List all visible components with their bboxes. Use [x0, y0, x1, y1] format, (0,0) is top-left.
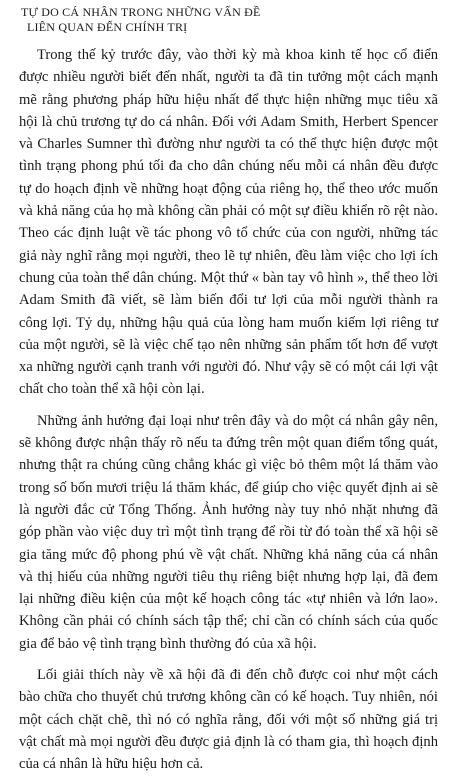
header-line-2: LIÊN QUAN ĐẾN CHÍNH TRỊ — [27, 20, 188, 34]
paragraph-3: Lối giải thích này về xã hội đã đi đến chỗ được coi như một cách bào chữa cho thuyết chủ trương không cần có kế hoạch. Tuy nhiên, nói một cách chặt chẽ, thì nó có nghĩa rằng, đối với một số những giá trị vật chất mà mọi người đều được giả định là có tham gia, thì hoạch định của cá nhân là hữu hiệu hơn cả. — [19, 667, 438, 773]
paragraph-2: Những ảnh hưởng đại loại như trên đây và do một cá nhân gây nên, sẽ không được nhận thấy rõ nếu ta đứng trên một quan điểm tổng quát, nhưng thật ra chúng cũng chẳng khác gì việc bỏ thêm một lá thăm vào trong số bốn mươi triệu lá thăm khác, để giúp cho việc quyết định ai sẽ là người đắc cử Tổng Thống. Ảnh hưởng này tuy nhỏ nhặt nhưng đã góp phần vào việc duy trì một tình trạng để rồi từ đó toàn thể xã hội sẽ gia tăng mức độ phong phú về vật chất. Những khả năng của cá nhân và thị hiếu của những người tiêu thụ riêng biệt nhưng hợp lại, đã đem lại những điều kiện của một kế hoạch công tác «tự nhiên và lớn lao». Không cần phải có chính sách tập thể; chỉ cần có chính sách của quốc gia để bảo vệ tình trạng bình thường đó của xã hội. — [19, 412, 438, 652]
body-text — [19, 44, 438, 776]
header-line-1: TỰ DO CÁ NHÂN TRONG NHỮNG VẤN ĐỀ — [21, 5, 261, 19]
paragraph-1: Trong thế kỷ trước đây, vào thời kỳ mà khoa kinh tế học cổ điển được nhiều người biết đến nhất, người ta đã tin tưởng một cách mạnh mẽ rằng phương pháp hữu hiệu nhất để thực hiện những mục tiêu xã hội là chủ trương tự do cá nhân. Đối với Adam Smith, Herbert Spencer và Charles Sumner thì đường như người ta có thể thực hiện được một tình trạng phong phú tối đa cho dân chúng nếu mỗi cá nhân đều được tự do hoạch định về những hoạt động của riêng họ, thể theo ước muốn và khả năng của họ mà không cần phải có một sự điều khiển rõ rệt nào. Theo các định luật về tác phong vô tổ chức của con người, những tác giả này nghĩ rằng mọi người, theo lẽ tự nhiên, đều làm việc cho lợi ích chung của toàn thể dân chúng. Một thứ « bàn tay vô hình », thể theo lời Adam Smith đã viết, sẽ làm biến đổi tư lợi của mỗi người thành ra công lợi. Tỷ dụ, những hậu quả của lòng ham muốn kiếm lợi riêng tư của một người, sẽ là việc chế tạo nên những sản phẩm tốt hơn để vượt xa những người cạnh tranh với người đó. Như vậy sẽ có một cái lợi vật chất cho toàn thể xã hội còn lại. — [19, 47, 438, 398]
running-header — [19, 5, 438, 35]
